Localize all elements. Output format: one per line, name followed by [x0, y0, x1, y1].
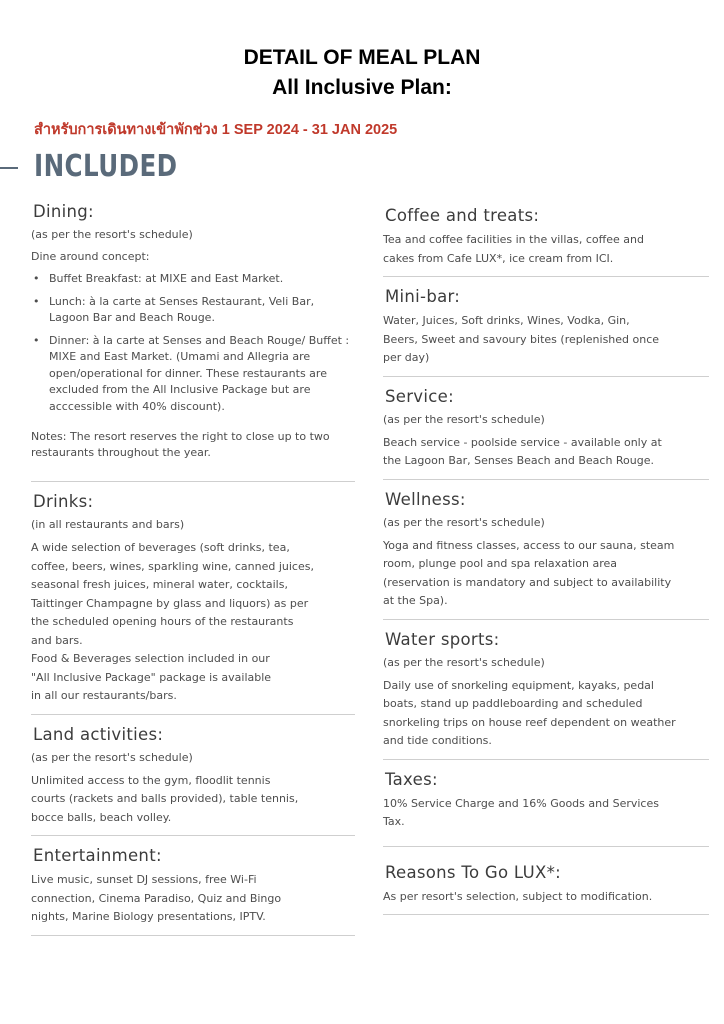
text-line: courts (rackets and balls provided), table tennis, — [31, 792, 299, 805]
minibar-title: Mini-bar: — [385, 287, 461, 306]
text-line: in all our restaurants/bars. — [31, 689, 177, 702]
list-item: • Buffet Breakfast: at MIXE and East Market. — [31, 271, 355, 288]
dining-footnote: Notes: The resort reserves the right to close up to two restaurants throughout the year. — [31, 430, 330, 459]
water-sports-note: (as per the resort's schedule) — [383, 655, 545, 669]
drinks-section — [31, 492, 355, 715]
land-activities-body — [31, 772, 355, 828]
coffee-body — [383, 231, 709, 268]
land-activities-title: Land activities: — [33, 724, 164, 744]
service-note: (as per the resort's schedule) — [383, 412, 545, 426]
water-sports-section — [383, 630, 709, 760]
service-title: Service: — [385, 386, 454, 406]
included-heading: INCLUDED — [34, 149, 178, 184]
text-line: Tax. — [383, 815, 405, 828]
reasons-body — [383, 888, 709, 907]
text-line: coffee, beers, wines, sparkling wine, canned juices, — [31, 559, 314, 573]
dining-title: Dining: — [33, 202, 94, 221]
text-line: seasonal fresh juices, mineral water, cocktails, — [31, 578, 288, 591]
minibar-body — [383, 312, 709, 368]
text-line: (reservation is mandatory and subject to availability — [383, 575, 672, 589]
text-line: at the Spa). — [383, 594, 448, 607]
entertainment-section — [31, 846, 355, 936]
dining-intro: Dine around concept: — [31, 250, 150, 263]
coffee-section — [383, 206, 709, 277]
entertainment-title: Entertainment: — [33, 846, 162, 865]
minibar-section — [383, 287, 709, 377]
dining-list — [31, 271, 355, 415]
page-title: DETAIL OF MEAL PLAN — [243, 46, 481, 69]
reasons-title: Reasons To Go LUX*: — [385, 862, 561, 882]
text-line: the scheduled opening hours of the restaurants — [31, 615, 294, 628]
dining-section — [31, 202, 355, 482]
text-line: bocce balls, beach volley. — [31, 810, 172, 824]
text-line: Live music, sunset DJ sessions, free Wi-Fi — [31, 873, 257, 886]
list-item: • Lunch: à la carte at Senses Restaurant, Veli Bar, Lagoon Bar and Beach Rouge. — [31, 294, 355, 327]
text-line: nights, Marine Biology presentations, IPTV. — [31, 910, 266, 923]
heading-dash — [0, 167, 18, 169]
text-line: "All Inclusive Package" package is available — [31, 670, 272, 684]
text-line: Taittinger Champagne by glass and liquors) as per — [31, 596, 309, 610]
right-column — [383, 206, 709, 925]
text-line: the Lagoon Bar, Senses Beach and Beach Rouge. — [383, 454, 655, 467]
wellness-body — [383, 537, 709, 611]
dining-note: (as per the resort's schedule) — [31, 228, 193, 241]
text-line: Tea and coffee facilities in the villas, coffee and — [383, 233, 644, 246]
water-sports-title: Water sports: — [385, 629, 500, 649]
text-line: per day) — [383, 351, 430, 364]
text-line: 10% Service Charge and 16% Goods and Services — [383, 796, 659, 810]
drinks-body — [31, 539, 355, 706]
text-line: Unlimited access to the gym, floodlit tennis — [31, 773, 271, 787]
text-line: Beach service - poolside service - available only at — [383, 435, 662, 449]
land-activities-section — [31, 725, 355, 837]
land-activities-note: (as per the resort's schedule) — [31, 750, 193, 764]
wellness-note: (as per the resort's schedule) — [383, 515, 545, 529]
text-line: and tide conditions. — [383, 734, 492, 747]
entertainment-body — [31, 871, 355, 927]
text-line: A wide selection of beverages (soft drinks, tea, — [31, 541, 290, 554]
wellness-section — [383, 490, 709, 620]
text-line: snorkeling trips on house reef dependent on weather — [383, 715, 676, 729]
text-line: and bars. — [31, 633, 83, 647]
coffee-title: Coffee and treats: — [385, 206, 540, 225]
travel-period: สำหรับการเดินทางเข้าพักช่วง 1 SEP 2024 - 31 JAN 2025 — [34, 122, 398, 138]
drinks-title: Drinks: — [33, 492, 94, 511]
left-column — [31, 202, 355, 946]
text-line: As per resort's selection, subject to modification. — [383, 889, 653, 903]
text-line: Water, Juices, Soft drinks, Wines, Vodka, Gin, — [383, 314, 630, 327]
text-line: Food & Beverages selection included in our — [31, 652, 270, 665]
text-line: connection, Cinema Paradiso, Quiz and Bingo — [31, 891, 282, 905]
text-line: Yoga and fitness classes, access to our sauna, steam — [383, 538, 675, 552]
text-line: boats, stand up paddleboarding and scheduled — [383, 697, 643, 710]
page-subtitle: All Inclusive Plan: — [272, 76, 452, 99]
taxes-body — [383, 795, 709, 832]
wellness-title: Wellness: — [385, 489, 466, 509]
reasons-section — [383, 857, 709, 916]
drinks-note: (in all restaurants and bars) — [31, 518, 185, 531]
service-section — [383, 387, 709, 480]
taxes-title: Taxes: — [385, 769, 438, 789]
text-line: room, plunge pool and spa relaxation area — [383, 557, 618, 570]
taxes-section — [383, 770, 709, 847]
text-line: Daily use of snorkeling equipment, kayaks, pedal — [383, 678, 654, 692]
text-line: Beers, Sweet and savoury bites (replenished once — [383, 332, 660, 346]
water-sports-body — [383, 677, 709, 751]
service-body — [383, 434, 709, 471]
text-line: cakes from Cafe LUX*, ice cream from ICI. — [383, 251, 614, 265]
list-item: • Dinner: à la carte at Senses and Beach Rouge/ Buffet : MIXE and East Market. (Umami and Allegria are open/operational for dinner. These restaurants are excluded from the All Inclusive Package but are acccessible with 40% discount). — [31, 333, 355, 416]
